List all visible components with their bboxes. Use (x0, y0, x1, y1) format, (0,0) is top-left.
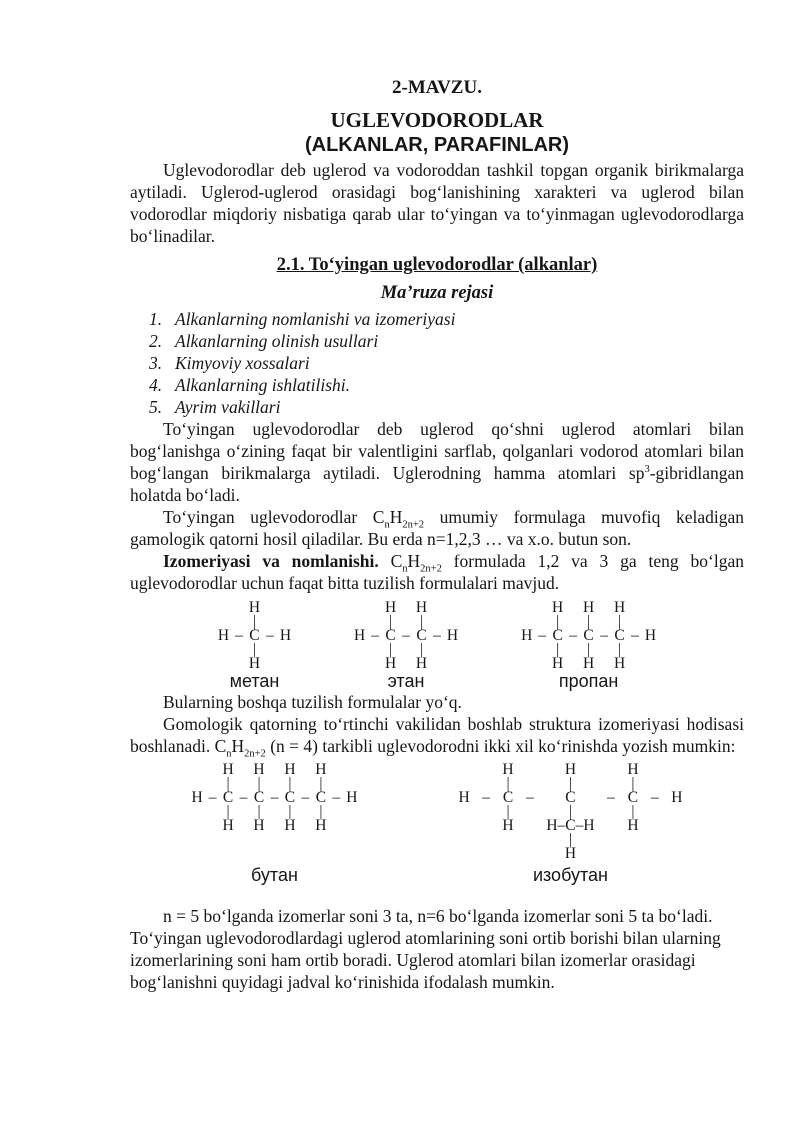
molecule-isobutane (456, 763, 685, 885)
molecule-atom-line: C (583, 627, 594, 644)
molecule-propane (519, 601, 659, 691)
hydrogen-atom (642, 601, 658, 671)
molecule-atom-line (633, 657, 637, 671)
text-run: 2n+2 (420, 563, 442, 575)
intro-paragraph: Uglevodorodlar deb uglerod va vodoroddan tashkil topgan organik birikmalarga aytiladi. Uglerod-uglerod orasidagi bog‘lanishining xarakteri va uglerod bilan vodorodlar miqdoriy nisbatiga qarab ular to‘yingan va to‘yinmagan uglevodorodlarga bo‘linadilar. (130, 160, 744, 246)
section-heading-text: 2.1. To‘yingan uglevodorodlar (alkanlar) (276, 255, 598, 275)
molecule-atom-line (242, 819, 246, 833)
molecule-atom-line: – (239, 789, 248, 806)
bond-dash (399, 601, 414, 671)
hydrogen-atom (519, 601, 535, 671)
structural-formulas-row-1 (130, 601, 744, 691)
plan-list-item (149, 308, 744, 330)
molecule-label: пропан (558, 671, 619, 691)
lecture-plan-list (130, 308, 744, 418)
bond-dash (430, 601, 445, 671)
molecule-structure (189, 763, 360, 833)
molecule-atom-line: C (552, 627, 563, 644)
molecule-methane (215, 601, 293, 691)
molecule-atom-line (334, 819, 338, 833)
hydrogen-atom (669, 763, 685, 861)
molecule-atom-line: | (389, 641, 393, 658)
molecule-atom-line: | (506, 803, 510, 820)
molecule-atom-line: | (631, 775, 635, 792)
molecule-atom-line: – (482, 789, 490, 806)
plan-item-number: 3. (149, 353, 163, 373)
bond-dash (566, 601, 581, 671)
molecule-ethane (352, 601, 461, 691)
molecule-atom-line: H (191, 789, 203, 806)
hydrogen-atom (444, 601, 460, 671)
molecule-atom-line: C (253, 789, 265, 806)
bond-dash (472, 763, 500, 861)
molecule-atom-line: H (384, 655, 397, 672)
molecule-atom-line: C (249, 627, 260, 644)
molecule-atom-line: H (552, 655, 564, 672)
molecule-atom-line: – (371, 627, 379, 644)
molecule-atom-line: | (556, 641, 560, 658)
molecule-atom-line (435, 657, 439, 671)
molecule-atom-line: – (235, 627, 243, 644)
molecule-atom-line: H (582, 655, 595, 672)
molecule-atom-line: – (600, 627, 608, 644)
molecule-atom-line (350, 819, 354, 833)
molecule-atom-line (451, 657, 455, 671)
text-run: To‘yingan uglevodorodlar C (163, 507, 385, 527)
molecule-atom-line: | (257, 775, 261, 792)
molecule-atom-line (609, 847, 613, 861)
molecule-atom-line: H (644, 627, 657, 644)
molecule-atom-line: | (252, 613, 257, 630)
bond-dash (263, 601, 278, 671)
molecule-atom-line (404, 657, 408, 671)
molecule-atom-line: – (631, 627, 639, 644)
plan-item-number: 2. (149, 331, 163, 351)
molecule-atom-line: H (564, 845, 577, 862)
molecule-atom-line: – (526, 789, 534, 806)
molecule-atom-line: H (458, 789, 470, 806)
text-run: Gomologik qatorning to‘rtinchi vakilidan boshlab struktura izomeriyasi hodisasi boshlanadi. C (130, 714, 744, 756)
molecule-atom-line: | (319, 775, 323, 792)
plan-item-text: Alkanlarning nomlanishi va izomeriyasi (175, 309, 456, 329)
bond-dash (535, 601, 550, 671)
molecule-atom-line: H (627, 817, 639, 834)
bond-dash (368, 601, 383, 671)
hydrogen-atom (352, 601, 368, 671)
molecule-atom-line: | (252, 641, 257, 658)
molecule-atom-line (283, 657, 287, 671)
carbon-column (550, 601, 566, 671)
molecule-atom-line: H (346, 789, 358, 806)
molecule-atom-line: | (631, 803, 635, 820)
molecule-atom-line: H (415, 655, 428, 672)
molecule-atom-line (528, 847, 532, 861)
molecule-atom-line: H (415, 599, 428, 616)
bond-dash (205, 763, 220, 833)
molecule-butane (189, 763, 360, 885)
molecule-structure (456, 763, 685, 861)
molecule-atom-line: – (270, 789, 279, 806)
text-run: Izomeriyasi va nomlanishi. (163, 551, 379, 571)
molecule-atom-line: H (222, 817, 234, 834)
carbon-column (413, 601, 429, 671)
molecule-atom-line: H (582, 599, 595, 616)
hydrogen-atom (215, 601, 231, 671)
molecule-label: бутан (251, 865, 298, 885)
text-run: To‘yingan uglevodorodlar deb uglerod qo‘shni uglerod atomlari bilan bog‘lanishga o‘zining faqat bir valentligini sarflab, qolganlari vodorod atomlari bilan bog‘langan birikmalarga aytiladi. Uglerodning hamma atomlari sp (130, 419, 744, 483)
plan-list-item (149, 330, 744, 352)
molecule-atom-line: H (284, 817, 296, 834)
paragraph-general-formula (130, 506, 744, 550)
molecule-atom-line: H (384, 599, 397, 616)
bond-dash (597, 601, 612, 671)
plan-item-text: Kimyoviy xossalari (175, 353, 310, 373)
molecule-atom-line: H (446, 627, 459, 644)
plan-item-number: 5. (149, 397, 163, 417)
molecule-atom-line (358, 657, 362, 671)
carbon-column (500, 763, 516, 861)
bond-dash (329, 763, 344, 833)
molecule-atom-line: H (222, 761, 234, 778)
text-run: formulada 1,2 va 3 ga teng bo‘lgan uglevodorodlar uchun faqat bitta tuzilish formulalari mavjud. (130, 551, 744, 593)
text-run: 3 (644, 464, 650, 476)
molecule-atom-line (571, 657, 575, 671)
molecule-atom-line: | (506, 775, 510, 792)
text-run: H (407, 551, 421, 571)
molecule-atom-line: H (502, 761, 514, 778)
molecule-atom-line (525, 657, 529, 671)
text-run: -gibridlangan holatda bo‘ladi. (130, 463, 744, 505)
molecule-atom-line: – (402, 627, 410, 644)
molecule-atom-line (484, 847, 488, 861)
molecule-atom-line: – (433, 627, 441, 644)
bond-dash (597, 763, 625, 861)
molecule-atom-line: H (253, 761, 265, 778)
molecule-atom-line: | (568, 775, 573, 792)
molecule-atom-line: H (248, 655, 261, 672)
molecule-atom-line: C (416, 627, 427, 644)
text-run: 2n+2 (244, 748, 266, 760)
molecule-atom-line: H (521, 627, 533, 644)
molecule-atom-line (222, 657, 226, 671)
text-run: n (402, 563, 408, 575)
molecule-atom-line: C (565, 789, 576, 806)
molecule-atom-line: | (319, 803, 323, 820)
text-run: C (378, 551, 403, 571)
hydrogen-atom (277, 601, 293, 671)
molecule-atom-line: | (556, 613, 560, 630)
plan-item-text: Ayrim vakillari (175, 397, 281, 417)
molecule-atom-line: – (266, 627, 274, 644)
molecule-atom-line: H (284, 761, 296, 778)
molecule-atom-line: – (332, 789, 341, 806)
plan-item-number: 1. (149, 309, 163, 329)
carbon-column (246, 601, 262, 671)
molecule-structure (215, 601, 293, 671)
plan-list-item (149, 396, 744, 418)
molecule-atom-line (211, 819, 215, 833)
hydrogen-atom (456, 763, 472, 861)
paragraph-isomery-naming (130, 550, 744, 594)
molecule-atom-line: | (419, 613, 424, 630)
bond-dash (298, 763, 313, 833)
bond-dash (236, 763, 251, 833)
molecule-atom-line: – (538, 627, 547, 644)
paragraph-isomer-count: n = 5 bo‘lganda izomerlar soni 3 ta, n=6 bo‘lganda izomerlar soni 5 ta bo‘ladi. To‘yingan uglevodorodlardagi uglerod atomlarining soni ortib borishi bilan ularning izomerlarining soni ham ortib boradi. Uglerod atomlari bilan izomerlar orasidagi bog‘lanishni quyidagi jadval ko‘rinishida ifodalash mumkin. (130, 906, 721, 992)
molecule-atom-line: – (607, 789, 615, 806)
molecule-atom-line: H (354, 627, 366, 644)
molecule-atom-line (649, 657, 653, 671)
molecule-atom-line: H (253, 817, 265, 834)
molecule-atom-line: | (587, 613, 591, 630)
structural-formulas-row-2 (130, 763, 744, 885)
carbon-column (611, 601, 627, 671)
molecule-atom-line: C (627, 789, 639, 806)
document-subtitle: (ALKANLAR, PARAFINLAR) (304, 134, 570, 156)
molecule-atom-line: | (226, 775, 230, 792)
text-run: H (231, 736, 245, 756)
molecule-atom-line: – (651, 789, 659, 806)
molecule-atom-line: | (226, 803, 230, 820)
molecule-atom-line (273, 819, 277, 833)
molecule-atom-line: | (419, 641, 424, 658)
molecule-atom-line (506, 847, 510, 861)
hydrogen-atom (189, 763, 205, 833)
molecule-atom-line: | (617, 641, 622, 658)
molecule-atom-line (237, 657, 241, 671)
molecule-atom-line: | (288, 803, 292, 820)
plan-item-text: Alkanlarning ishlatilishi. (175, 375, 351, 395)
bond-dash (628, 601, 643, 671)
molecule-atom-line: H (613, 599, 626, 616)
topic-heading: 2-MAVZU. (392, 77, 482, 98)
molecule-atom-line: – (569, 627, 577, 644)
molecule-label: изобутан (532, 865, 608, 885)
molecule-atom-line: C (315, 789, 327, 806)
molecule-atom-line: C (614, 627, 625, 644)
molecule-atom-line: H (217, 627, 230, 644)
molecule-atom-line (195, 819, 199, 833)
plan-item-number: 4. (149, 375, 163, 395)
molecule-atom-line: | (617, 613, 622, 630)
molecule-atom-line: C (222, 789, 234, 806)
molecule-atom-line: H (552, 599, 564, 616)
molecule-atom-line: | (568, 831, 573, 848)
molecule-atom-line: H (613, 655, 626, 672)
molecule-atom-line: – (301, 789, 310, 806)
plan-list-item (149, 352, 744, 374)
section-heading (130, 254, 744, 277)
molecule-atom-line (268, 657, 272, 671)
paragraph-alkane-definition (130, 418, 744, 506)
bond-dash (516, 763, 544, 861)
text-run: H (389, 507, 403, 527)
paragraph-homologous-series (130, 713, 744, 760)
molecule-atom-line: | (257, 803, 261, 820)
molecule-atom-line (462, 847, 466, 861)
molecule-atom-line: C (502, 789, 514, 806)
molecule-atom-line: C (284, 789, 296, 806)
text-run: n (226, 748, 232, 760)
carbon-column (313, 763, 329, 833)
carbon-column (282, 763, 298, 833)
molecule-atom-line: H (248, 599, 261, 616)
plan-list-item (149, 374, 744, 396)
molecule-atom-line (675, 847, 679, 861)
carbon-column (544, 763, 597, 861)
bond-dash (232, 601, 247, 671)
molecule-atom-line (653, 847, 657, 861)
hydrogen-atom (344, 763, 360, 833)
carbon-column (625, 763, 641, 861)
text-run: 2n+2 (402, 519, 425, 531)
carbon-column (382, 601, 398, 671)
document-title: UGLEVODORODLAR (330, 108, 544, 132)
text-run: (n = 4) tarkibli uglevodorodni ikki xil ko‘rinishda yozish mumkin: (265, 736, 736, 756)
carbon-column (251, 763, 267, 833)
molecule-atom-line: C (385, 627, 396, 644)
molecule-atom-line: H–C–H (546, 817, 595, 834)
carbon-column (580, 601, 596, 671)
molecule-atom-line (631, 847, 635, 861)
molecule-atom-line: | (568, 803, 573, 820)
text-run: umumiy formulaga muvofiq keladigan gamologik qatorni hosil qiladilar. Bu erda n=1,2,3 … va x.o. butun son. (130, 507, 745, 549)
molecule-atom-line: H (627, 761, 639, 778)
plan-item-text: Alkanlarning olinish usullari (175, 331, 379, 351)
bond-dash (641, 763, 669, 861)
molecule-atom-line: H (502, 817, 514, 834)
molecule-atom-line: | (389, 613, 393, 630)
molecule-label: метан (229, 671, 280, 691)
molecule-structure (519, 601, 659, 671)
molecule-atom-line (540, 657, 544, 671)
molecule-atom-line: H (315, 817, 327, 834)
carbon-column (220, 763, 236, 833)
molecule-atom-line: | (288, 775, 292, 792)
molecule-atom-line: H (564, 761, 577, 778)
molecule-atom-line (373, 657, 377, 671)
molecule-atom-line: | (587, 641, 591, 658)
molecule-atom-line: H (315, 761, 327, 778)
molecule-atom-line (303, 819, 307, 833)
molecule-label: этан (387, 671, 425, 691)
text-run: n (384, 519, 390, 531)
bond-dash (267, 763, 282, 833)
paragraph-no-other-formulas: Bularning boshqa tuzilish formulalar yo‘q. (163, 692, 462, 712)
molecule-atom-line: – (208, 789, 217, 806)
molecule-atom-line: H (671, 789, 683, 806)
molecule-structure (352, 601, 461, 671)
molecule-atom-line (602, 657, 606, 671)
molecule-atom-line: H (279, 627, 292, 644)
lecture-plan-title: Ma’ruza rejasi (380, 283, 494, 303)
